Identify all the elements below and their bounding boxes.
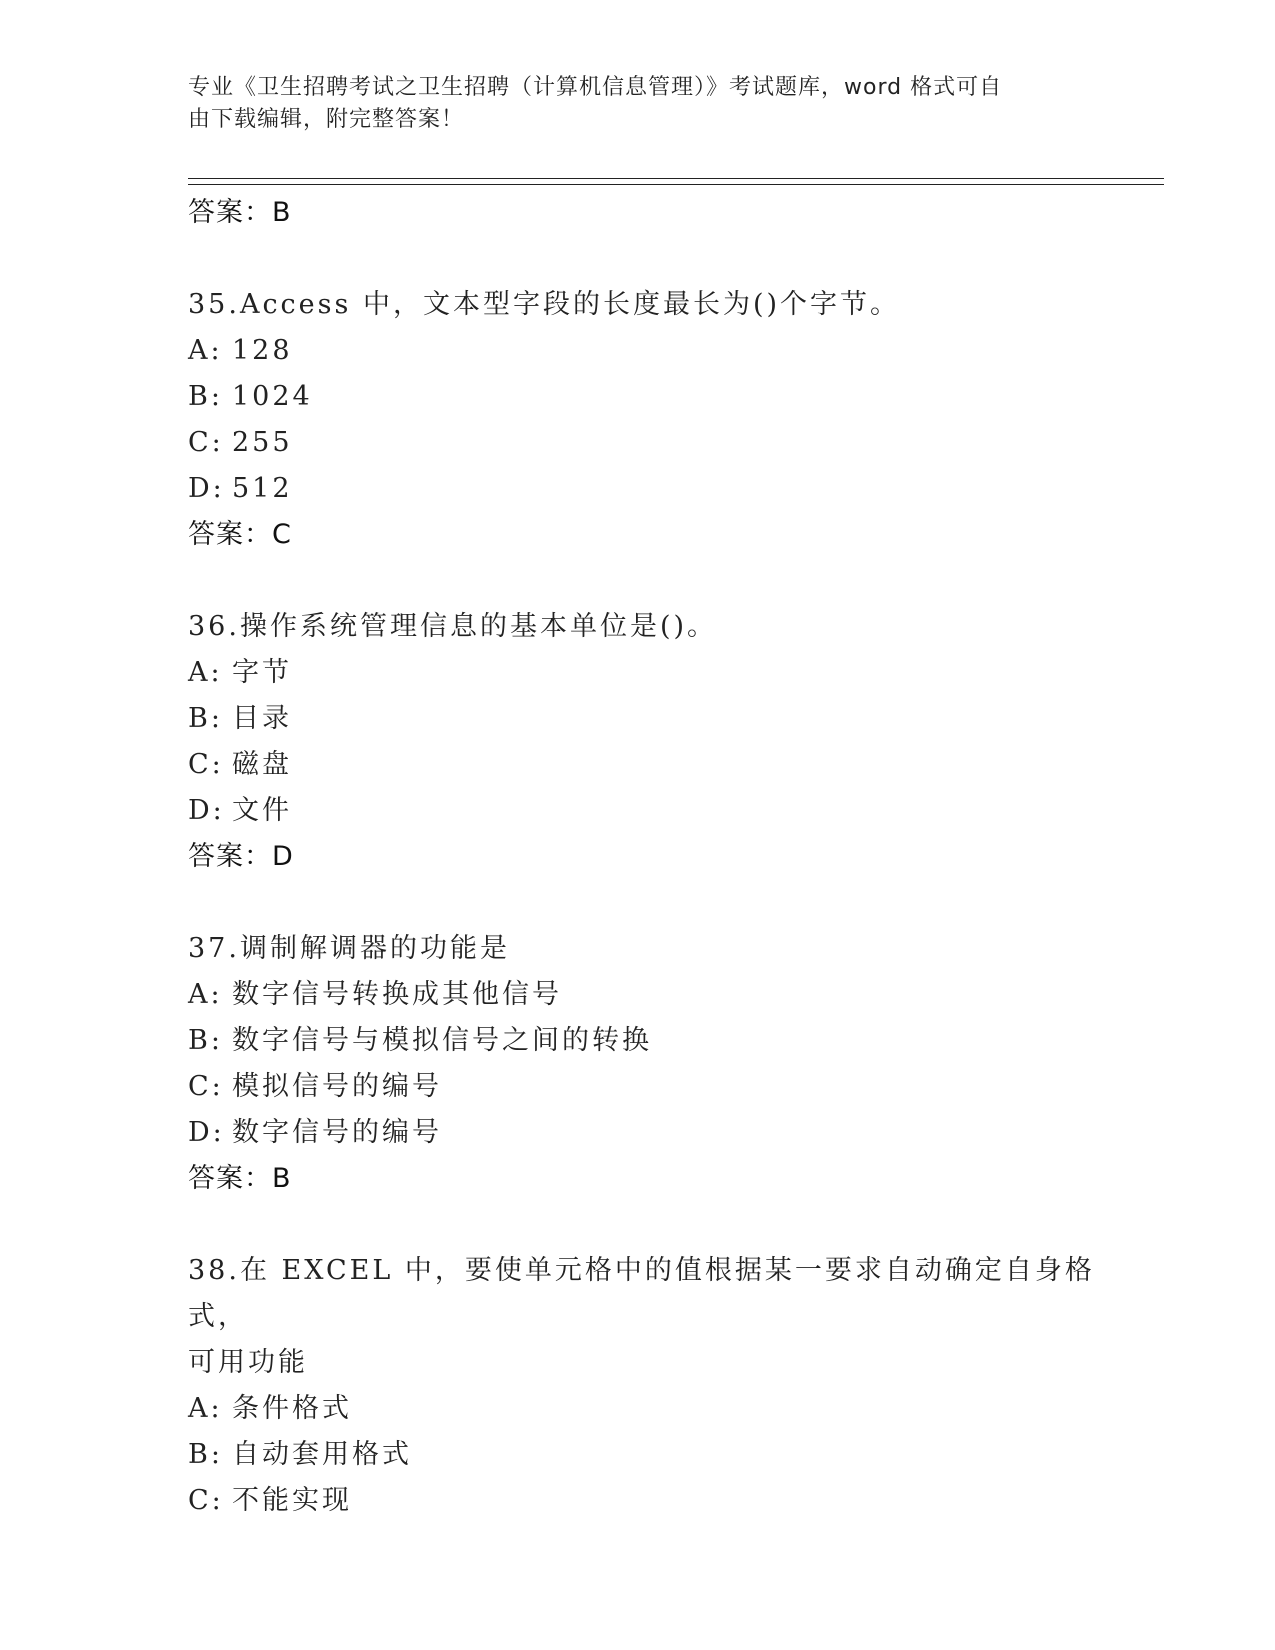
- question-stem-line-2: 可用功能: [188, 1347, 308, 1378]
- option-label: B:: [188, 703, 223, 734]
- option-label: A:: [188, 657, 223, 688]
- option-a: [188, 650, 1148, 696]
- option-c: [188, 1478, 1148, 1524]
- question-36: [188, 604, 1148, 880]
- option-d: [188, 466, 1148, 512]
- option-label: D:: [188, 1117, 225, 1148]
- option-text: 1024: [232, 381, 313, 412]
- question-37: [188, 926, 1148, 1202]
- header-line-1: 专业《卫生招聘考试之卫生招聘（计算机信息管理）》考试题库，word 格式可自: [188, 75, 1003, 100]
- option-text: 模拟信号的编号: [232, 1071, 442, 1102]
- previous-answer: 答案：B: [188, 197, 292, 228]
- option-label: C:: [188, 1071, 224, 1102]
- option-label: C:: [188, 1485, 224, 1516]
- option-d: [188, 788, 1148, 834]
- option-text: 数字信号与模拟信号之间的转换: [232, 1025, 652, 1056]
- option-label: B:: [188, 1439, 223, 1470]
- header-rule-bottom: [188, 184, 1164, 185]
- option-text: 条件格式: [232, 1393, 352, 1424]
- question-list: [188, 190, 1148, 1524]
- option-text: 不能实现: [232, 1485, 352, 1516]
- header-rule-top: [188, 178, 1164, 179]
- option-b: [188, 696, 1148, 742]
- option-label: C:: [188, 749, 224, 780]
- answer: 答案：C: [188, 519, 292, 550]
- option-text: 文件: [232, 795, 292, 826]
- option-label: A:: [188, 979, 223, 1010]
- option-d: [188, 1110, 1148, 1156]
- question-stem: 37.调制解调器的功能是: [188, 933, 510, 964]
- question-35: [188, 282, 1148, 558]
- option-a: [188, 1386, 1148, 1432]
- option-b: [188, 1432, 1148, 1478]
- option-label: A:: [188, 1393, 223, 1424]
- option-text: 目录: [232, 703, 292, 734]
- option-label: B:: [188, 1025, 223, 1056]
- option-label: C:: [188, 427, 224, 458]
- option-text: 自动套用格式: [232, 1439, 412, 1470]
- option-c: [188, 420, 1148, 466]
- option-text: 数字信号的编号: [232, 1117, 442, 1148]
- answer: 答案：D: [188, 841, 294, 872]
- option-a: [188, 972, 1148, 1018]
- option-a: [188, 328, 1148, 374]
- answer: 答案：B: [188, 1163, 292, 1194]
- option-text: 255: [232, 427, 293, 458]
- document-header: [188, 72, 1088, 136]
- option-text: 512: [232, 473, 293, 504]
- question-38: [188, 1248, 1148, 1524]
- option-text: 128: [232, 335, 293, 366]
- question-stem: 36.操作系统管理信息的基本单位是()。: [188, 611, 718, 642]
- option-c: [188, 742, 1148, 788]
- header-line-2: 由下载编辑，附完整答案！: [188, 107, 465, 132]
- option-text: 字节: [232, 657, 292, 688]
- option-label: D:: [188, 795, 225, 826]
- option-label: A:: [188, 335, 223, 366]
- option-b: [188, 374, 1148, 420]
- option-label: B:: [188, 381, 223, 412]
- question-stem-line-1: 38.在 EXCEL 中，要使单元格中的值根据某一要求自动确定自身格式，: [188, 1255, 1095, 1332]
- option-c: [188, 1064, 1148, 1110]
- option-text: 数字信号转换成其他信号: [232, 979, 562, 1010]
- question-stem: 35.Access 中，文本型字段的长度最长为()个字节。: [188, 289, 901, 320]
- option-b: [188, 1018, 1148, 1064]
- option-label: D:: [188, 473, 225, 504]
- option-text: 磁盘: [232, 749, 292, 780]
